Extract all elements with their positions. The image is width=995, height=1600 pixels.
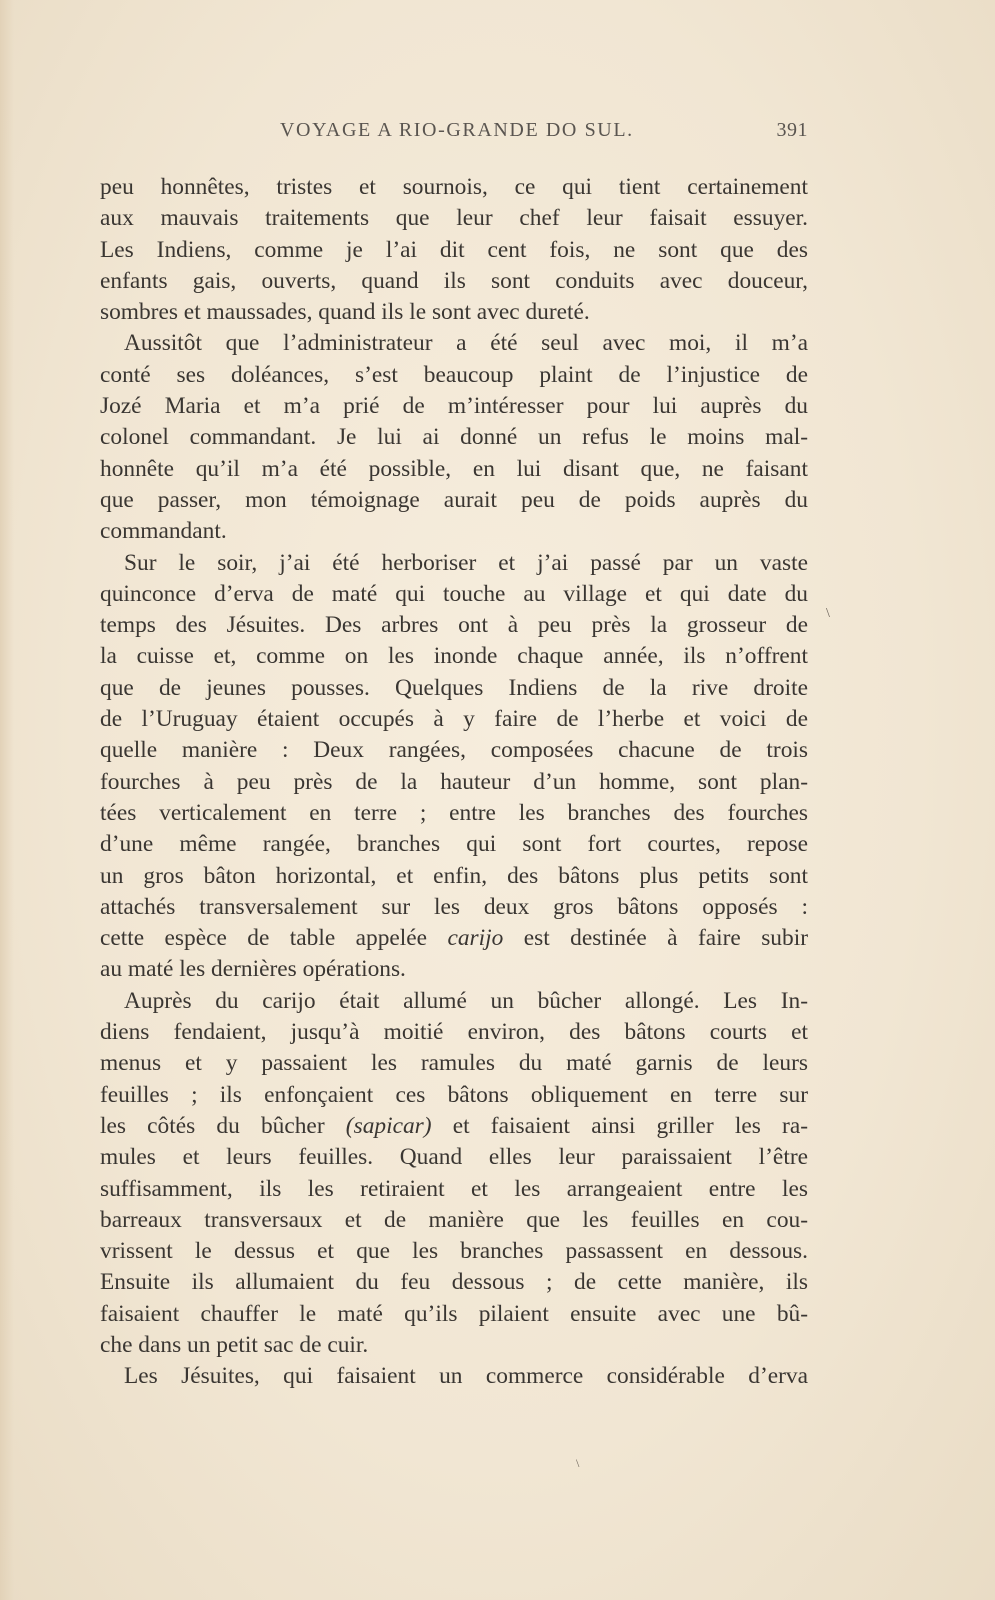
text-line: que passer, mon témoignage aurait peu de poids auprès du — [100, 486, 808, 513]
text-line: Les Jésuites, qui faisaient un commerce considérable d’erva — [124, 1363, 808, 1390]
text-line-carijo — [100, 923, 808, 954]
page-number: 391 — [776, 119, 808, 141]
text-line: quinconce d’erva de maté qui touche au village et qui date du — [100, 580, 808, 607]
text-line: enfants gais, ouverts, quand ils sont conduits avec douceur, — [100, 267, 808, 294]
text-line-sapicar — [100, 1111, 808, 1142]
paper-speck: \ — [826, 606, 830, 621]
text-line: barreaux transversaux et de manière que les feuilles en cou- — [100, 1206, 808, 1233]
text-segment: et faisaient ainsi griller les ra- — [431, 1112, 809, 1139]
text-line: que de jeunes pousses. Quelques Indiens de la rive droite — [100, 674, 808, 701]
body-text — [100, 172, 808, 1393]
running-title: VOYAGE A RIO-GRANDE DO SUL. — [280, 119, 634, 141]
text-segment: est destinée à faire subir — [503, 925, 808, 952]
text-line: suffisamment, ils les retiraient et les arrangeaient entre les — [100, 1175, 808, 1202]
paper-speck: \ — [576, 1456, 580, 1470]
text-line: Les Indiens, comme je l’ai dit cent fois, ne sont que des — [100, 236, 808, 263]
text-line: tées verticalement en terre ; entre les branches des fourches — [100, 799, 808, 826]
text-line: Auprès du carijo était allumé un bûcher allongé. Les In- — [124, 987, 808, 1014]
text-line: feuilles ; ils enfonçaient ces bâtons obliquement en terre sur — [100, 1081, 808, 1108]
text-line: Aussitôt que l’administrateur a été seul avec moi, il m’a — [124, 330, 808, 357]
text-line: quelle manière : Deux rangées, composées chacune de trois — [100, 737, 808, 764]
text-line: un gros bâton horizontal, et enfin, des bâtons plus petits sont — [100, 862, 808, 889]
text-line: commandant. — [100, 518, 227, 545]
text-line: attachés transversalement sur les deux gros bâtons opposés : — [100, 893, 808, 920]
text-line: faisaient chauffer le maté qu’ils pilaient ensuite avec une bû- — [100, 1300, 808, 1327]
text-line: Sur le soir, j’ai été herboriser et j’ai passé par un vaste — [124, 549, 808, 576]
text-line: temps des Jésuites. Des arbres ont à peu près la grosseur de — [100, 612, 808, 639]
text-line: menus et y passaient les ramules du maté garnis de leurs — [100, 1050, 808, 1077]
italic-term: carijo — [447, 925, 504, 952]
text-line: vrissent le dessus et que les branches passassent en dessous. — [100, 1238, 808, 1265]
text-line: au maté les dernières opérations. — [100, 956, 406, 983]
text-line: colonel commandant. Je lui ai donné un refus le moins mal- — [100, 424, 808, 451]
text-line: Ensuite ils allumaient du feu dessous ; de cette manière, ils — [100, 1269, 808, 1296]
text-line: honnête qu’il m’a été possible, en lui disant que, ne faisant — [100, 455, 808, 482]
page-edge-shadow — [0, 0, 14, 1600]
text-segment: les côtés du bûcher — [100, 1112, 346, 1139]
text-line: d’une même rangée, branches qui sont fort courtes, repose — [100, 831, 808, 858]
text-line: mules et leurs feuilles. Quand elles leur paraissaient l’être — [100, 1144, 808, 1171]
text-segment: cette espèce de table appelée — [100, 925, 448, 952]
text-line: conté ses doléances, s’est beaucoup plaint de l’injustice de — [100, 361, 808, 388]
text-line: diens fendaient, jusqu’à moitié environ, des bâtons courts et — [100, 1019, 808, 1046]
text-line: sombres et maussades, quand ils le sont avec dureté. — [100, 299, 590, 326]
text-line: che dans un petit sac de cuir. — [100, 1331, 369, 1358]
italic-term: (sapicar) — [345, 1112, 432, 1139]
text-line: fourches à peu près de la hauteur d’un homme, sont plan- — [100, 768, 808, 795]
text-line: peu honnêtes, tristes et sournois, ce qui tient certainement — [100, 174, 808, 200]
text-line: Jozé Maria et m’a prié de m’intéresser pour lui auprès du — [100, 393, 808, 420]
text-line: de l’Uruguay étaient occupés à y faire de l’herbe et voici de — [100, 706, 808, 733]
page-header — [100, 119, 808, 147]
text-line: la cuisse et, comme on les inonde chaque année, ils n’offrent — [100, 643, 808, 670]
text-line: aux mauvais traitements que leur chef leur faisait essuyer. — [100, 205, 808, 232]
